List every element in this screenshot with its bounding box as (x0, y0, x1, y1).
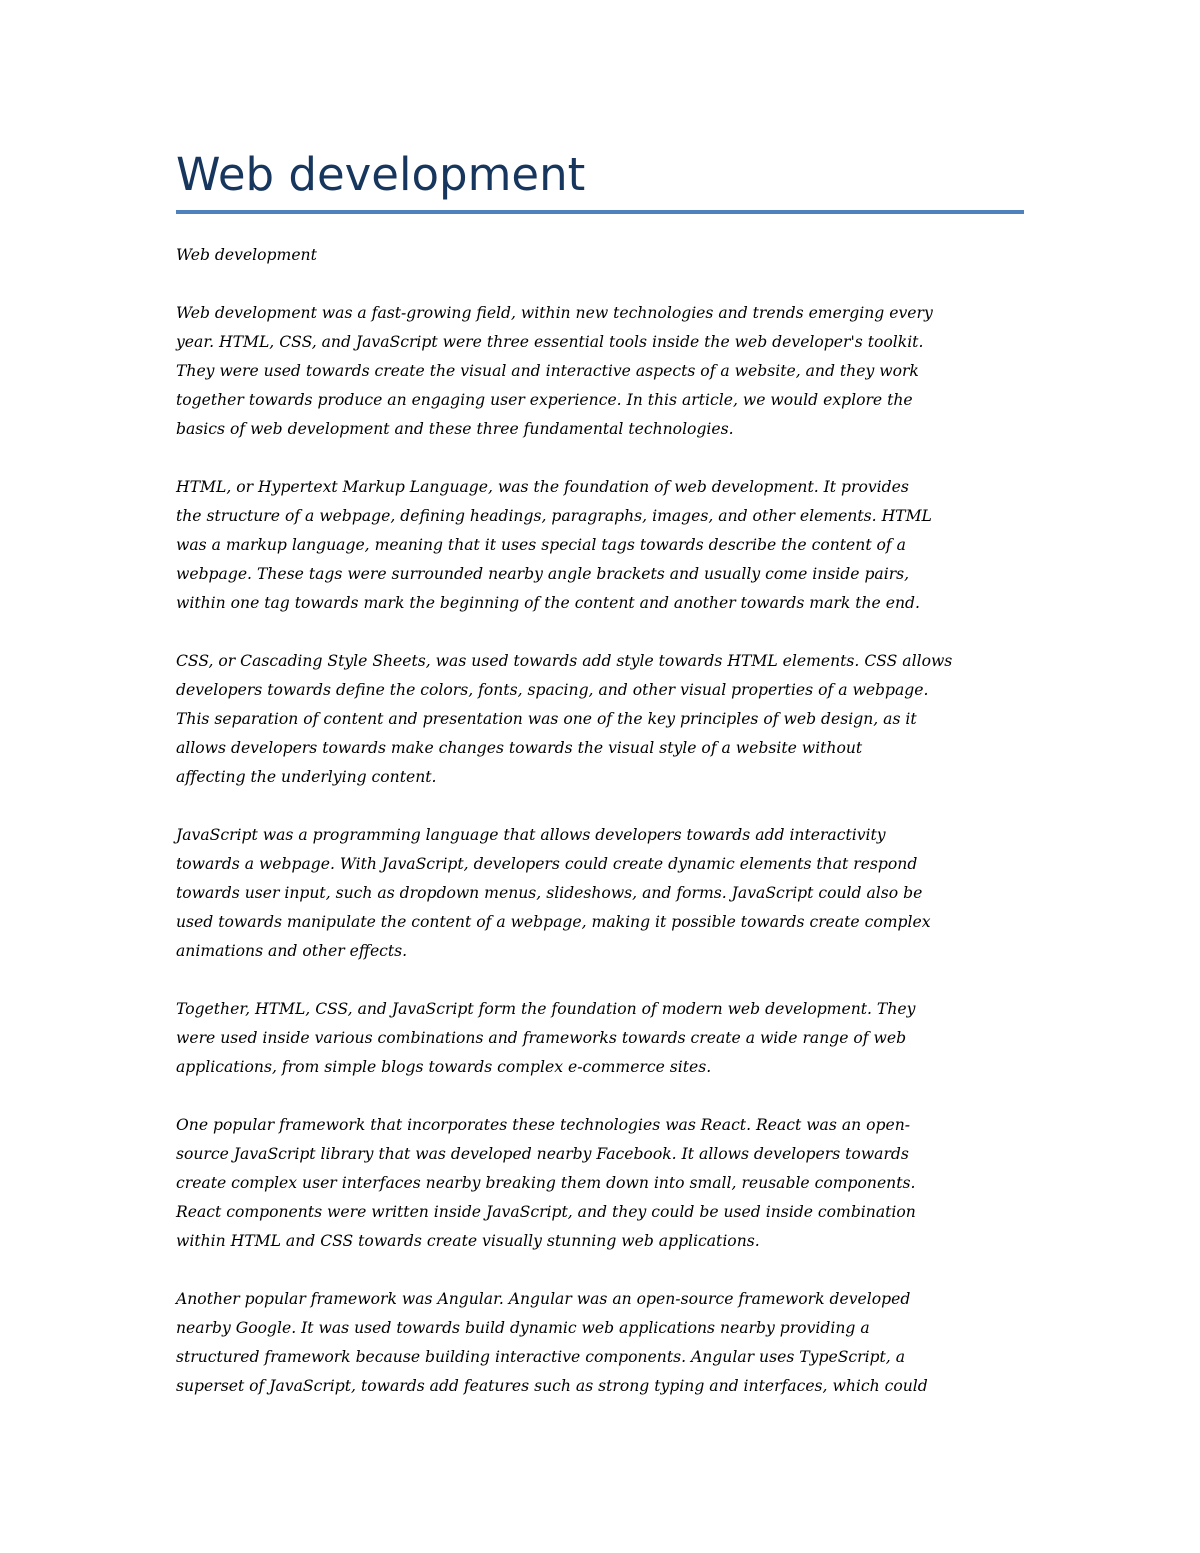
paragraph-line: webpage. These tags were surrounded nearby angle brackets and usually come inside pairs, (176, 565, 910, 583)
paragraph (176, 647, 1026, 792)
paragraph-line: superset of JavaScript, towards add features such as strong typing and interfaces, which could (176, 1377, 928, 1395)
paragraph (176, 995, 1026, 1082)
paragraph-line: animations and other effects. (176, 942, 408, 960)
paragraph-line: within HTML and CSS towards create visually stunning web applications. (176, 1232, 760, 1250)
paragraph (176, 299, 1026, 444)
paragraph-line: affecting the underlying content. (176, 768, 437, 786)
paragraph-line: JavaScript was a programming language that allows developers towards add interactivity (176, 826, 886, 844)
paragraph-line: structured framework because building interactive components. Angular uses TypeScript, a (176, 1348, 906, 1366)
document-subtitle: Web development (176, 246, 317, 264)
paragraph-line: allows developers towards make changes towards the visual style of a website without (176, 739, 863, 757)
paragraph-line: create complex user interfaces nearby breaking them down into small, reusable components. (176, 1174, 916, 1192)
paragraph-line: year. HTML, CSS, and JavaScript were three essential tools inside the web developer's toolkit. (176, 333, 924, 351)
paragraph-line: CSS, or Cascading Style Sheets, was used towards add style towards HTML elements. CSS allows (176, 652, 953, 670)
paragraph-line: within one tag towards mark the beginning of the content and another towards mark the end. (176, 594, 920, 612)
paragraph-line: together towards produce an engaging user experience. In this article, we would explore the (176, 391, 913, 409)
paragraph-line: Together, HTML, CSS, and JavaScript form the foundation of modern web development. They (176, 1000, 916, 1018)
paragraph-line: developers towards define the colors, fonts, spacing, and other visual properties of a webpage. (176, 681, 929, 699)
paragraph-line: towards a webpage. With JavaScript, developers could create dynamic elements that respond (176, 855, 918, 873)
document-title: Web development (176, 148, 586, 201)
document-body (176, 241, 1026, 1430)
paragraph-line: used towards manipulate the content of a webpage, making it possible towards create complex (176, 913, 931, 931)
paragraph-line: source JavaScript library that was developed nearby Facebook. It allows developers towards (176, 1145, 909, 1163)
paragraph (176, 1111, 1026, 1256)
paragraph-line: One popular framework that incorporates these technologies was React. React was an open- (176, 1116, 911, 1134)
paragraph-line: applications, from simple blogs towards complex e-commerce sites. (176, 1058, 712, 1076)
paragraph-line: were used inside various combinations and frameworks towards create a wide range of web (176, 1029, 907, 1047)
paragraph (176, 1285, 1026, 1401)
paragraph-line: towards user input, such as dropdown menus, slideshows, and forms. JavaScript could also be (176, 884, 923, 902)
paragraph-line: This separation of content and presentation was one of the key principles of web design, as it (176, 710, 917, 728)
paragraph-line: React components were written inside JavaScript, and they could be used inside combination (176, 1203, 916, 1221)
paragraph (176, 821, 1026, 966)
paragraph-line: They were used towards create the visual and interactive aspects of a website, and they work (176, 362, 919, 380)
paragraph-line: basics of web development and these three fundamental technologies. (176, 420, 734, 438)
paragraph-line: Web development was a fast-growing field, within new technologies and trends emerging every (176, 304, 933, 322)
paragraph-line: Another popular framework was Angular. Angular was an open-source framework developed (176, 1290, 911, 1308)
paragraph-line: HTML, or Hypertext Markup Language, was the foundation of web development. It provides (176, 478, 909, 496)
paragraph (176, 473, 1026, 618)
title-underline-rule (176, 210, 1024, 214)
paragraph-line: nearby Google. It was used towards build dynamic web applications nearby providing a (176, 1319, 870, 1337)
paragraph-line: was a markup language, meaning that it uses special tags towards describe the content of a (176, 536, 906, 554)
paragraph-line: the structure of a webpage, defining headings, paragraphs, images, and other elements. HTML (176, 507, 932, 525)
